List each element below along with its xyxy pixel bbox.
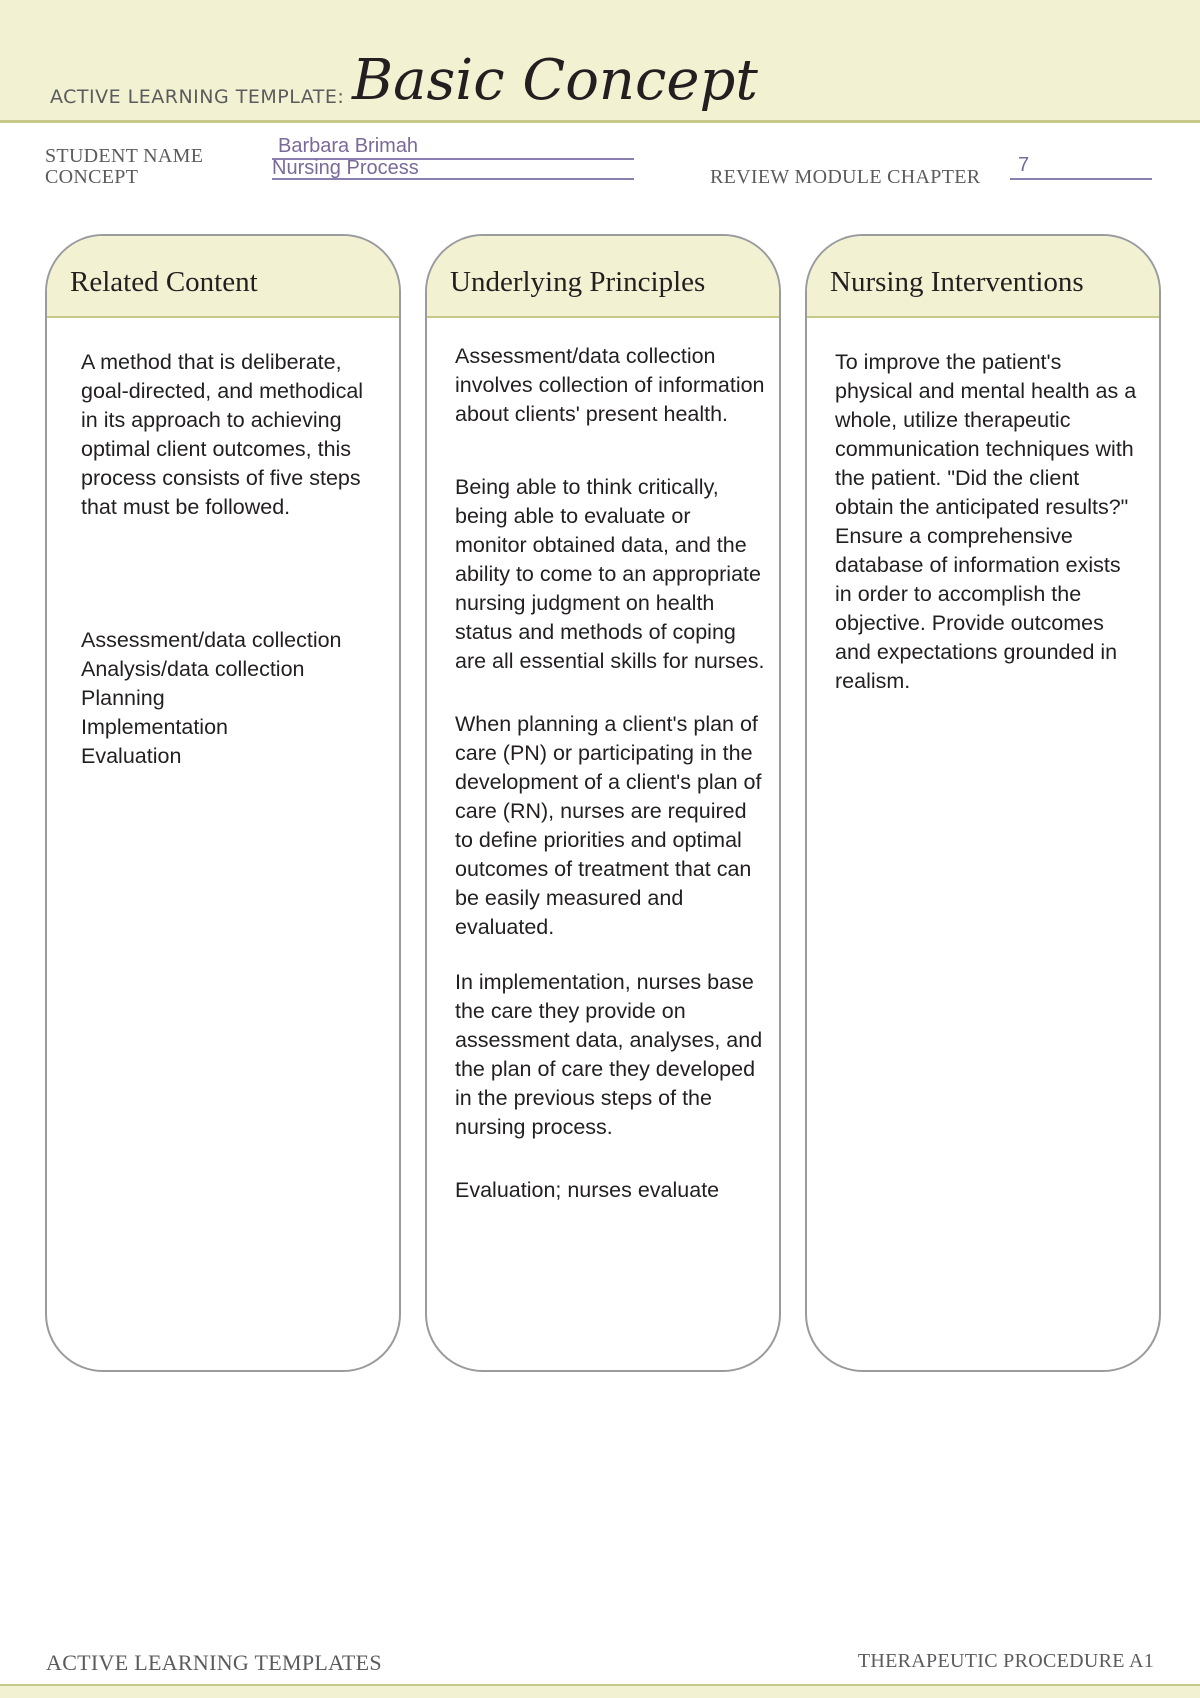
underlying-principles-header bbox=[427, 236, 779, 318]
underlying-principles-panel bbox=[425, 234, 781, 1372]
review-module-chapter-underline bbox=[1010, 178, 1152, 180]
concept-field[interactable]: Nursing Process bbox=[272, 157, 419, 179]
nursing-interventions-body bbox=[807, 318, 1159, 696]
principle-paragraph: When planning a client's plan of care (PN) or participating in the development of a client's plan of care (RN), nurses are required to define priorities and optimal outcomes of treatment that can be easily measured and evaluated. bbox=[455, 712, 762, 939]
underlying-principles-title: Underlying Principles bbox=[450, 266, 706, 298]
nursing-interventions-panel bbox=[805, 234, 1161, 1372]
list-item: Assessment/data collection bbox=[81, 628, 342, 652]
concept-underline bbox=[272, 178, 634, 180]
review-module-chapter-field[interactable]: 7 bbox=[1018, 154, 1030, 176]
list-item: Analysis/data collection bbox=[81, 657, 305, 681]
related-content-paragraph: A method that is deliberate, goal-directed, and methodical in its approach to achieving optimal client outcomes, this process consists of five steps that must be followed. bbox=[81, 350, 364, 519]
principle-paragraph: Evaluation; nurses evaluate bbox=[455, 1178, 720, 1202]
footer-page-code: THERAPEUTIC PROCEDURE A1 bbox=[857, 1650, 1154, 1672]
list-item: Evaluation bbox=[81, 744, 182, 768]
header-band bbox=[0, 0, 1200, 123]
related-content-body bbox=[47, 318, 399, 771]
nursing-process-steps-list bbox=[81, 626, 383, 771]
student-name-field[interactable]: Barbara Brimah bbox=[278, 135, 419, 157]
related-content-panel bbox=[45, 234, 401, 1372]
intervention-paragraph: To improve the patient's physical and mental health as a whole, utilize therapeutic communication techniques with the patient. "Did the client obtain the anticipated results?" Ensure a comprehensive database of information exists in order to accomplish the objective. Provide outcomes and expectations grounded in realism. bbox=[835, 350, 1137, 693]
principle-paragraph: In implementation, nurses base the care they provide on assessment data, analyses, and the plan of care they developed in the previous steps of the nursing process. bbox=[455, 970, 763, 1139]
related-content-title: Related Content bbox=[70, 266, 258, 298]
related-content-header bbox=[47, 236, 399, 318]
principle-paragraph: Assessment/data collection involves collection of information about clients' present health. bbox=[455, 344, 765, 426]
footer-template-series: ACTIVE LEARNING TEMPLATES bbox=[46, 1650, 382, 1675]
review-module-chapter-label: REVIEW MODULE CHAPTER bbox=[710, 166, 981, 188]
nursing-interventions-title: Nursing Interventions bbox=[830, 266, 1084, 298]
list-item: Implementation bbox=[81, 715, 228, 739]
list-item: Planning bbox=[81, 686, 165, 710]
underlying-principles-body bbox=[427, 318, 779, 1205]
principle-paragraph: Being able to think critically, being able to evaluate or monitor obtained data, and the ability to come to an appropriate nursing judgment on health status and methods of coping are all essential skills for nurses. bbox=[455, 475, 765, 673]
template-prefix: ACTIVE LEARNING TEMPLATE: bbox=[50, 86, 345, 108]
nursing-interventions-header bbox=[807, 236, 1159, 318]
student-name-label: STUDENT NAME bbox=[45, 145, 204, 167]
template-title: Basic Concept bbox=[352, 48, 758, 113]
concept-label: CONCEPT bbox=[45, 166, 139, 188]
